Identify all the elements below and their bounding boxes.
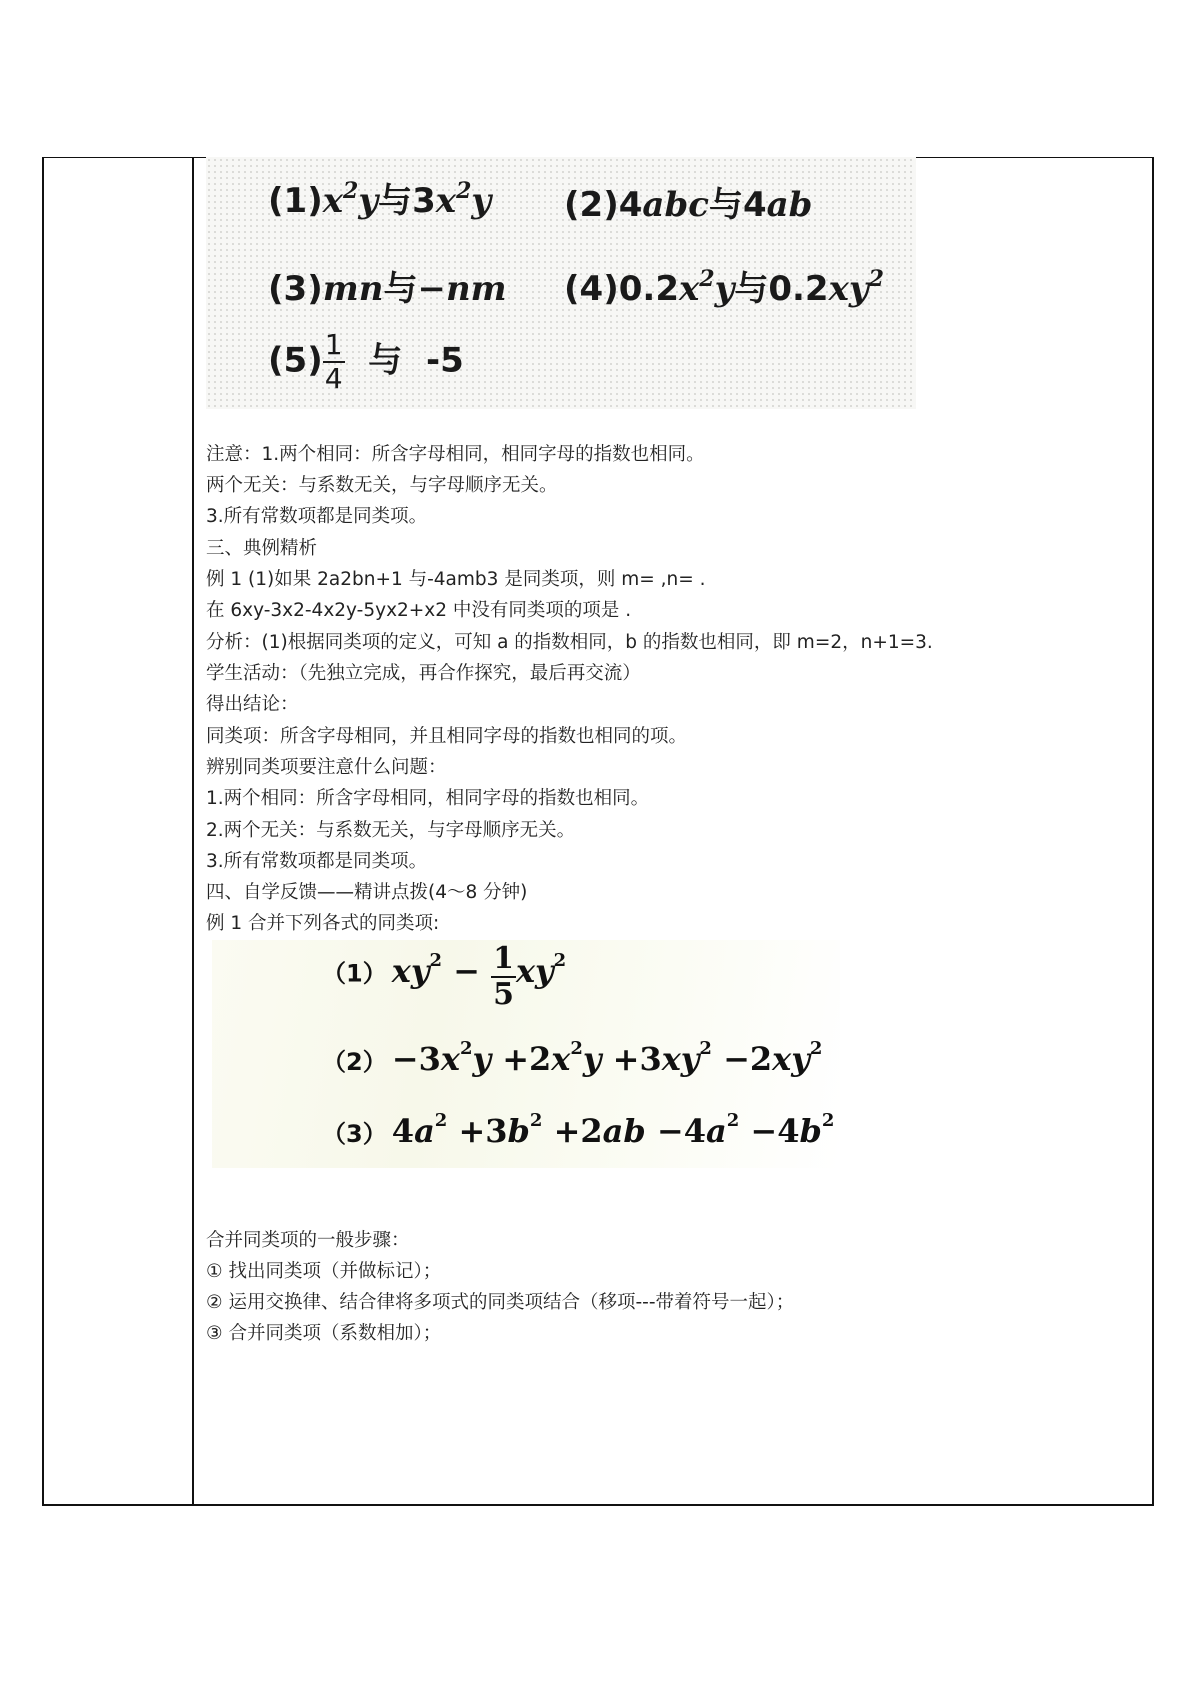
exercise-item-2: (2)4abc与4ab bbox=[564, 185, 813, 225]
text-line: 3.所有常数项都是同类项。 bbox=[206, 851, 428, 872]
step-item: ② 运用交换律、结合律将多项式的同类项结合（移项---带着符号一起）； bbox=[206, 1292, 795, 1313]
text-line: 注意：1.两个相同：所含字母相同，相同字母的指数也相同。 bbox=[206, 444, 705, 465]
steps-heading: 合并同类项的一般步骤： bbox=[206, 1230, 410, 1251]
exercise-item-1: $(1)x^2y$与$3x^2y$ bbox=[268, 178, 492, 221]
exercise-item-3: (3)mn与−nm bbox=[268, 269, 507, 309]
text-line: 例 1 (1)如果 2a2bn+1 与-4amb3 是同类项，则 m= ,n= . bbox=[206, 569, 706, 590]
text-line: 得出结论： bbox=[206, 694, 299, 715]
text-line: 1.两个相同：所含字母相同，相同字母的指数也相同。 bbox=[206, 788, 650, 809]
text-line: 分析：(1)根据同类项的定义，可知 a 的指数相同，b 的指数也相同，即 m=2，n+1=3. bbox=[206, 632, 933, 653]
combine-example-2: $(2) -3x^2y +2x^2y +3xy^2 -2xy^2$ bbox=[322, 1038, 823, 1078]
text-line: 同类项：所含字母相同，并且相同字母的指数也相同的项。 bbox=[206, 726, 688, 747]
section-heading: 四、自学反馈——精讲点拨(4～8 分钟) bbox=[206, 882, 528, 903]
text-line: 3.所有常数项都是同类项。 bbox=[206, 506, 428, 527]
text-line: 例 1 合并下列各式的同类项: bbox=[206, 913, 440, 934]
fraction: $\frac{1}{5}$ bbox=[493, 941, 514, 1012]
combine-example-1: （1） $xy^2$ − $\frac{1}{5}$ $xy^2$ bbox=[322, 941, 567, 1012]
column-divider bbox=[192, 157, 194, 1506]
text-line: 2.两个无关：与系数无关，与字母顺序无关。 bbox=[206, 820, 576, 841]
step-item: ① 找出同类项（并做标记）； bbox=[206, 1261, 442, 1282]
text-line: 学生活动：（先独立完成，再合作探究，最后再交流） bbox=[206, 663, 641, 684]
section-heading: 三、典例精析 bbox=[206, 538, 318, 559]
exercise-item-4: $(4)0.2x^2y$与$0.2xy^2$ bbox=[564, 266, 884, 309]
exercise-item-5: (5) $\frac{1}{4}$ 与 -5 bbox=[268, 328, 464, 395]
step-item: ③ 合并同类项（系数相加）； bbox=[206, 1323, 442, 1344]
combine-example-3: （3） $4a^2 +3b^2 +2ab -4a^2 -4b^2$ bbox=[322, 1110, 835, 1150]
text-line: 在 6xy-3x2-4x2y-5yx2+x2 中没有同类项的项是 . bbox=[206, 600, 632, 621]
fraction: $\frac{1}{4}$ bbox=[324, 328, 343, 395]
text-line: 两个无关：与系数无关，与字母顺序无关。 bbox=[206, 475, 558, 496]
like-terms-exercise-image bbox=[206, 157, 916, 409]
combine-like-terms-image bbox=[212, 940, 840, 1168]
text-line: 辨别同类项要注意什么问题： bbox=[206, 757, 447, 778]
